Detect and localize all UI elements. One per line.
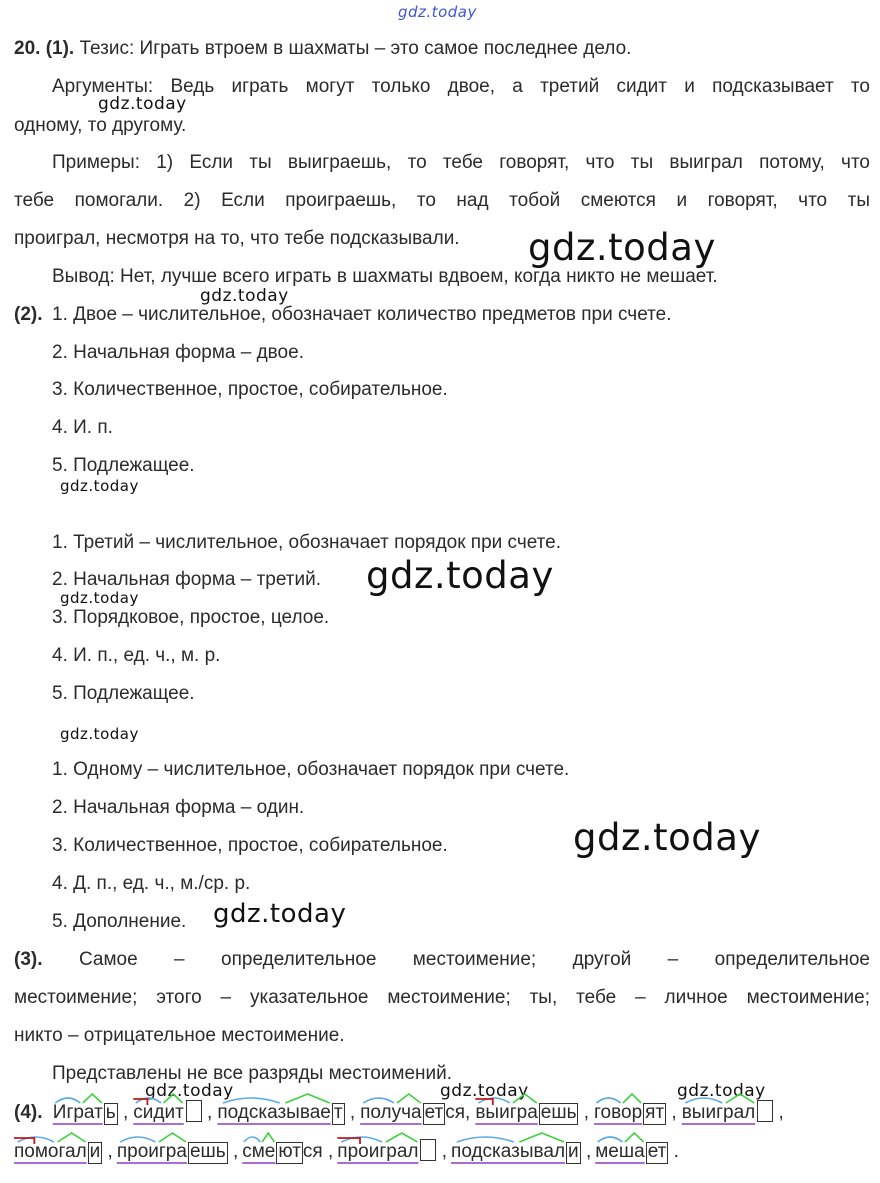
separator: , xyxy=(666,1102,677,1123)
watermark: gdz.today xyxy=(98,94,187,114)
g3-item-1: 1. Одному – числительное, обозначает порядок при счете. xyxy=(52,759,570,780)
watermark: gdz.today xyxy=(213,899,347,929)
examples-line-3: проиграл, несмотря на то, что тебе подсказывали. xyxy=(14,228,460,249)
part-3-line-2: местоимение; этого – указательное местоимение; ты, тебе – личное местоимение; xyxy=(14,987,870,1008)
separator: . xyxy=(668,1141,679,1162)
g1-item-5: 5. Подлежащее. xyxy=(52,455,195,476)
g2-item-1: 1. Третий – числительное, обозначает порядок при счете. xyxy=(52,532,562,553)
parsed-word xyxy=(337,1139,447,1163)
parse-row-2 xyxy=(14,1139,679,1164)
watermark: gdz.today xyxy=(145,1081,234,1101)
ending-box: ешь xyxy=(540,1102,577,1123)
ending-box xyxy=(757,1100,773,1122)
part-3-marker: (3). xyxy=(14,949,43,970)
g2-item-3: 3. Порядковое, простое, целое. xyxy=(52,607,330,628)
g3-item-3: 3. Количественное, простое, собирательное. xyxy=(52,835,448,856)
word-stem: выигра xyxy=(475,1102,538,1123)
parsed-word xyxy=(594,1102,677,1125)
watermark: gdz.today xyxy=(200,286,289,306)
g1-item-4: 4. И. п. xyxy=(52,417,113,438)
parsed-word xyxy=(217,1102,355,1125)
watermark: gdz.today xyxy=(440,1081,529,1101)
examples-line-1: Примеры: 1) Если ты выиграешь, то тебе говорят, что ты выиграл потому, что xyxy=(52,152,870,173)
part-1-marker: (1). xyxy=(45,38,75,59)
ending-box: ешь xyxy=(189,1141,226,1162)
task-number: 20. xyxy=(14,38,41,59)
separator: , xyxy=(773,1102,784,1123)
parsed-word xyxy=(360,1102,470,1125)
arguments-line-1: Аргументы: Ведь играть могут только двое, а третий сидит и подсказывает то xyxy=(52,76,870,97)
ending-box: т xyxy=(333,1102,343,1123)
separator: , xyxy=(322,1141,334,1162)
ending-box: ят xyxy=(645,1102,665,1123)
parsed-word xyxy=(53,1102,128,1125)
g2-item-2: 2. Начальная форма – третий. xyxy=(52,569,322,590)
separator: , xyxy=(201,1102,213,1123)
examples-line-2: тебе помогали. 2) Если проиграешь, то над тобой смеются и говорят, что ты xyxy=(14,190,870,211)
part-3-line-3: никто – отрицательное местоимение. xyxy=(14,1025,345,1046)
separator: , xyxy=(580,1141,592,1162)
word-stem: проигра xyxy=(116,1141,187,1162)
watermark: gdz.today xyxy=(366,554,554,597)
g1-item-1: 1. Двое – числительное, обозначает количество предметов при счете. xyxy=(52,304,672,325)
ending-box: ь xyxy=(105,1102,116,1123)
separator: , xyxy=(117,1102,129,1123)
word-stem: подсказывал xyxy=(451,1141,566,1162)
parsed-word xyxy=(14,1141,113,1164)
ending-box: ют xyxy=(278,1141,301,1162)
parsed-word xyxy=(595,1141,679,1164)
parsed-word xyxy=(242,1141,333,1164)
separator: , xyxy=(578,1102,590,1123)
g3-item-4: 4. Д. п., ед. ч., м./ср. р. xyxy=(52,873,251,894)
g2-item-5: 5. Подлежащее. xyxy=(52,683,195,704)
parsed-word xyxy=(682,1100,784,1124)
watermark: gdz.today xyxy=(60,589,139,607)
parsed-word xyxy=(117,1141,238,1164)
word-stem: помогал xyxy=(14,1141,87,1162)
part-3-note: Представлены не все разряды местоимений. xyxy=(52,1063,453,1084)
arguments-line-2: одному, то другому. xyxy=(14,115,187,136)
ending-box: ет xyxy=(424,1102,444,1123)
thesis-text: Тезис: Играть втроем в шахматы – это самое последнее дело. xyxy=(79,38,632,59)
parsed-word xyxy=(475,1102,589,1125)
g1-item-3: 3. Количественное, простое, собирательное. xyxy=(52,379,448,400)
separator: , xyxy=(102,1141,113,1162)
word-postfix: ся xyxy=(302,1141,323,1162)
ending-box xyxy=(420,1139,436,1161)
parsed-word xyxy=(451,1141,591,1164)
thesis-line xyxy=(14,38,631,60)
ending-box: и xyxy=(89,1141,101,1162)
ending-box: ет xyxy=(647,1141,667,1162)
part-3-line-1: (3). Самое – определительное местоимение; другой – определительное xyxy=(14,949,870,970)
word-stem: меша xyxy=(595,1141,645,1162)
watermark: gdz.today xyxy=(60,725,139,743)
separator: , xyxy=(436,1141,448,1162)
word-postfix: ся xyxy=(445,1102,466,1123)
parsed-word xyxy=(133,1100,212,1124)
word-stem: проиграл xyxy=(337,1141,419,1162)
watermark: gdz.today xyxy=(573,816,761,859)
parse-row-1 xyxy=(14,1100,784,1125)
g3-item-5: 5. Дополнение. xyxy=(52,911,187,932)
watermark: gdz.today xyxy=(398,3,477,21)
word-stem: сидит xyxy=(133,1102,184,1123)
word-stem: выиграл xyxy=(681,1102,756,1123)
separator: , xyxy=(227,1141,239,1162)
watermark: gdz.today xyxy=(60,477,139,495)
conclusion-line: Вывод: Нет, лучше всего играть в шахматы вдвоем, когда никто не мешает. xyxy=(52,266,718,287)
watermark: gdz.today xyxy=(528,226,716,269)
word-stem: говор xyxy=(594,1102,643,1123)
separator: , xyxy=(344,1102,356,1123)
word-stem: сме xyxy=(242,1141,276,1162)
part-2-marker: (2). xyxy=(14,304,43,325)
g1-item-2: 2. Начальная форма – двое. xyxy=(52,342,304,363)
ending-box xyxy=(186,1100,202,1122)
word-stem: подсказывае xyxy=(217,1102,331,1123)
word-stem: получа xyxy=(360,1102,422,1123)
part-4-marker: (4). xyxy=(14,1102,43,1123)
watermark: gdz.today xyxy=(677,1081,766,1101)
word-stem: Играт xyxy=(52,1102,103,1123)
g2-item-4: 4. И. п., ед. ч., м. р. xyxy=(52,645,221,666)
ending-box: и xyxy=(568,1141,579,1162)
g3-item-2: 2. Начальная форма – один. xyxy=(52,797,305,818)
separator: , xyxy=(465,1102,471,1123)
